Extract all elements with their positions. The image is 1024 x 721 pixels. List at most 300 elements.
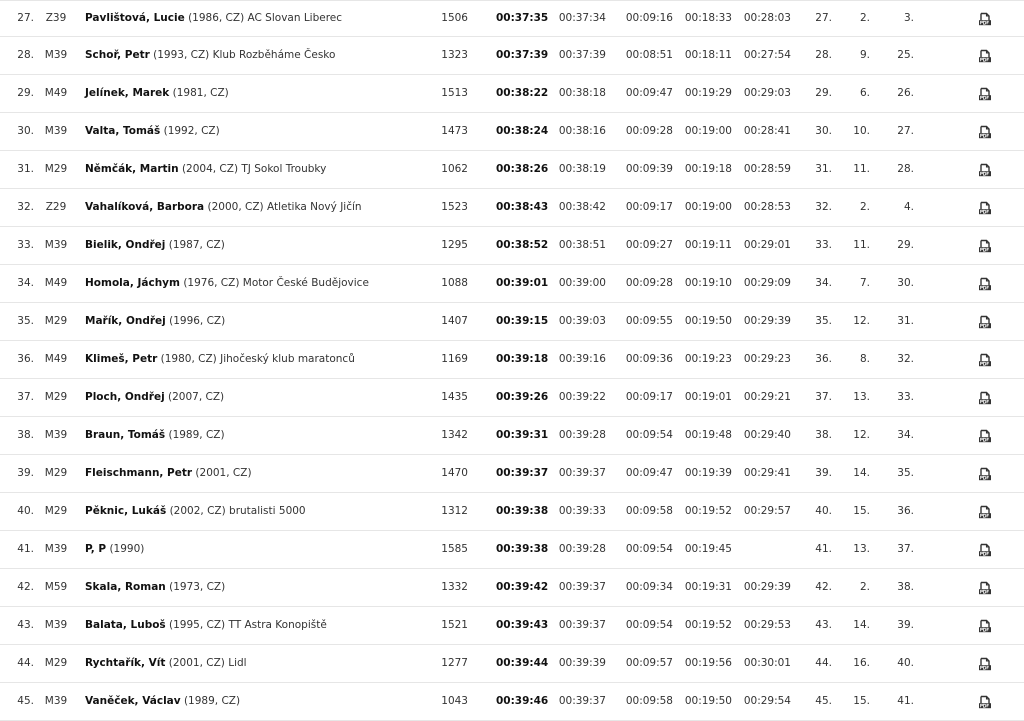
overall-place: 32. [815, 201, 832, 213]
net-time: 00:38:18 [558, 87, 606, 99]
table-row [0, 151, 1024, 189]
bib-number: 1312 [441, 505, 468, 517]
runner-name[interactable]: Jelínek, Marek [85, 87, 170, 99]
pdf-icon [978, 581, 992, 595]
official-time: 00:39:38 [496, 505, 549, 517]
runner-name[interactable]: Valta, Tomáš [85, 125, 161, 137]
rank: 29. [17, 87, 34, 99]
rank: 42. [17, 581, 34, 593]
split-3: 00:27:54 [743, 49, 791, 61]
rank: 28. [17, 49, 34, 61]
split-3: 00:29:03 [743, 87, 791, 99]
split-2: 00:19:50 [684, 315, 732, 327]
category-place: 14. [853, 467, 870, 479]
pdf-icon [978, 12, 992, 26]
overall-place: 28. [815, 49, 832, 61]
official-time: 00:39:01 [496, 277, 549, 289]
bib-number: 1585 [441, 543, 468, 555]
pdf-certificate-button[interactable] [978, 657, 992, 671]
official-time: 00:39:42 [496, 581, 549, 593]
category-place: 2. [859, 12, 870, 24]
split-3: 00:29:53 [743, 619, 791, 631]
rank: 45. [17, 695, 34, 707]
category-place: 9. [859, 49, 870, 61]
overall-place: 45. [815, 695, 832, 707]
gender-place: 38. [897, 581, 914, 593]
category: M49 [44, 87, 68, 99]
gender-place: 32. [897, 353, 914, 365]
runner-info: (1987, CZ) [168, 239, 225, 251]
runner [85, 113, 220, 150]
runner-name[interactable]: Schoř, Petr [85, 49, 150, 61]
runner-name[interactable]: Balata, Luboš [85, 619, 166, 631]
net-time: 00:39:03 [558, 315, 606, 327]
table-row [0, 683, 1024, 721]
bib-number: 1323 [441, 49, 468, 61]
table-row [0, 113, 1024, 151]
split-3: 00:29:21 [743, 391, 791, 403]
runner-info: (1995, CZ) TT Astra Konopiště [169, 619, 327, 631]
gender-place: 26. [897, 87, 914, 99]
category-place: 2. [859, 201, 870, 213]
category-place: 13. [853, 391, 870, 403]
category: Z39 [45, 12, 67, 24]
split-3: 00:29:39 [743, 315, 791, 327]
category-place: 14. [853, 619, 870, 631]
pdf-icon [978, 391, 992, 405]
pdf-icon [978, 505, 992, 519]
pdf-icon [978, 87, 992, 101]
rank: 36. [17, 353, 34, 365]
table-row [0, 341, 1024, 379]
official-time: 00:38:22 [496, 87, 549, 99]
split-2: 00:19:52 [684, 505, 732, 517]
split-2: 00:19:23 [684, 353, 732, 365]
pdf-certificate-button[interactable] [978, 429, 992, 443]
pdf-certificate-button[interactable] [978, 163, 992, 177]
table-row [0, 379, 1024, 417]
split-3: 00:29:41 [743, 467, 791, 479]
pdf-icon [978, 201, 992, 215]
runner-name[interactable]: Mařík, Ondřej [85, 315, 166, 327]
runner [85, 645, 247, 682]
gender-place: 29. [897, 239, 914, 251]
runner-name[interactable]: Pěknic, Lukáš [85, 505, 167, 517]
category-place: 15. [853, 695, 870, 707]
runner-info: (1996, CZ) [169, 315, 226, 327]
net-time: 00:39:37 [558, 581, 606, 593]
net-time: 00:39:37 [558, 695, 606, 707]
official-time: 00:38:26 [496, 163, 549, 175]
runner-name[interactable]: Vahalíková, Barbora [85, 201, 205, 213]
official-time: 00:39:43 [496, 619, 549, 631]
runner [85, 227, 225, 264]
table-row [0, 227, 1024, 265]
pdf-certificate-button[interactable] [978, 125, 992, 139]
net-time: 00:39:37 [558, 619, 606, 631]
pdf-icon [978, 315, 992, 329]
category: M49 [44, 277, 68, 289]
rank: 34. [17, 277, 34, 289]
category: M39 [44, 543, 68, 555]
pdf-certificate-button[interactable] [978, 543, 992, 557]
runner-info: (2001, CZ) Lidl [168, 657, 247, 669]
net-time: 00:39:16 [558, 353, 606, 365]
rank: 43. [17, 619, 34, 631]
runner-name[interactable]: Pavlištová, Lucie [85, 12, 185, 24]
net-time: 00:39:37 [558, 467, 606, 479]
runner-name[interactable]: Braun, Tomáš [85, 429, 166, 441]
overall-place: 37. [815, 391, 832, 403]
official-time: 00:39:26 [496, 391, 549, 403]
bib-number: 1332 [441, 581, 468, 593]
category: M39 [44, 125, 68, 137]
pdf-icon [978, 657, 992, 671]
official-time: 00:39:37 [496, 467, 549, 479]
net-time: 00:37:34 [558, 12, 606, 24]
category: M39 [44, 695, 68, 707]
split-2: 00:19:00 [684, 125, 732, 137]
category-place: 15. [853, 505, 870, 517]
rank: 40. [17, 505, 34, 517]
overall-place: 43. [815, 619, 832, 631]
rank: 32. [17, 201, 34, 213]
pdf-certificate-button[interactable] [978, 695, 992, 709]
category-place: 12. [853, 315, 870, 327]
gender-place: 25. [897, 49, 914, 61]
runner-name[interactable]: Fleischmann, Petr [85, 467, 193, 479]
category: M29 [44, 467, 68, 479]
bib-number: 1435 [441, 391, 468, 403]
gender-place: 39. [897, 619, 914, 631]
runner [85, 75, 229, 112]
gender-place: 34. [897, 429, 914, 441]
runner [85, 265, 369, 302]
split-1: 00:09:47 [625, 87, 673, 99]
official-time: 00:39:15 [496, 315, 549, 327]
table-row [0, 531, 1024, 569]
split-2: 00:19:52 [684, 619, 732, 631]
rank: 35. [17, 315, 34, 327]
pdf-icon [978, 353, 992, 367]
split-1: 00:09:58 [625, 505, 673, 517]
split-3: 00:29:23 [743, 353, 791, 365]
split-1: 00:09:57 [625, 657, 673, 669]
rank: 27. [17, 12, 34, 24]
pdf-certificate-button[interactable] [978, 505, 992, 519]
runner-name[interactable]: Skala, Roman [85, 581, 166, 593]
overall-place: 31. [815, 163, 832, 175]
gender-place: 31. [897, 315, 914, 327]
split-2: 00:19:11 [684, 239, 732, 251]
runner-name[interactable]: Vaněček, Václav [85, 695, 181, 707]
runner-name[interactable]: Rychtařík, Vít [85, 657, 166, 669]
split-1: 00:09:16 [625, 12, 673, 24]
split-1: 00:09:34 [625, 581, 673, 593]
runner [85, 1, 342, 36]
split-2: 00:19:18 [684, 163, 732, 175]
pdf-certificate-button[interactable] [978, 619, 992, 633]
net-time: 00:39:22 [558, 391, 606, 403]
runner [85, 569, 225, 606]
pdf-icon [978, 277, 992, 291]
gender-place: 30. [897, 277, 914, 289]
split-1: 00:09:39 [625, 163, 673, 175]
rank: 38. [17, 429, 34, 441]
runner [85, 379, 224, 416]
split-2: 00:19:45 [684, 543, 732, 555]
bib-number: 1062 [441, 163, 468, 175]
gender-place: 33. [897, 391, 914, 403]
gender-place: 28. [897, 163, 914, 175]
category: M29 [44, 315, 68, 327]
pdf-icon [978, 543, 992, 557]
runner [85, 683, 240, 720]
category-place: 16. [853, 657, 870, 669]
table-row [0, 569, 1024, 607]
pdf-certificate-button[interactable] [978, 49, 992, 63]
pdf-icon [978, 125, 992, 139]
split-2: 00:19:48 [684, 429, 732, 441]
net-time: 00:39:39 [558, 657, 606, 669]
official-time: 00:39:18 [496, 353, 549, 365]
runner [85, 493, 306, 530]
category: M39 [44, 619, 68, 631]
split-3: 00:29:54 [743, 695, 791, 707]
split-3: 00:28:03 [743, 12, 791, 24]
category: M49 [44, 353, 68, 365]
official-time: 00:38:52 [496, 239, 549, 251]
runner [85, 531, 144, 568]
category: M39 [44, 49, 68, 61]
runner-info: (1989, CZ) [183, 695, 241, 707]
pdf-certificate-button[interactable] [978, 467, 992, 481]
bib-number: 1407 [441, 315, 468, 327]
table-row [0, 0, 1024, 37]
pdf-icon [978, 619, 992, 633]
overall-place: 30. [815, 125, 832, 137]
official-time: 00:39:31 [496, 429, 549, 441]
pdf-certificate-button[interactable] [978, 239, 992, 253]
pdf-icon [978, 49, 992, 63]
pdf-certificate-button[interactable] [978, 12, 992, 26]
bib-number: 1295 [441, 239, 468, 251]
runner-info: (2004, CZ) TJ Sokol Troubky [181, 163, 327, 175]
rank: 30. [17, 125, 34, 137]
split-3: 00:29:09 [743, 277, 791, 289]
split-2: 00:19:10 [684, 277, 732, 289]
runner [85, 341, 355, 378]
runner [85, 303, 225, 340]
runner-name[interactable]: Homola, Jáchym [85, 277, 180, 289]
overall-place: 41. [815, 543, 832, 555]
category-place: 11. [853, 163, 870, 175]
runner-name[interactable]: Ploch, Ondřej [85, 391, 165, 403]
bib-number: 1088 [441, 277, 468, 289]
split-2: 00:19:00 [684, 201, 732, 213]
gender-place: 37. [897, 543, 914, 555]
category-place: 8. [859, 353, 870, 365]
bib-number: 1523 [441, 201, 468, 213]
official-time: 00:39:46 [496, 695, 549, 707]
category-place: 10. [853, 125, 870, 137]
runner [85, 37, 335, 74]
pdf-certificate-button[interactable] [978, 201, 992, 215]
category-place: 2. [859, 581, 870, 593]
split-3: 00:29:40 [743, 429, 791, 441]
bib-number: 1043 [441, 695, 468, 707]
net-time: 00:38:51 [558, 239, 606, 251]
net-time: 00:39:33 [558, 505, 606, 517]
runner-info: (2000, CZ) Atletika Nový Jičín [207, 201, 362, 213]
category: M39 [44, 429, 68, 441]
pdf-certificate-button[interactable] [978, 87, 992, 101]
runner-info: (1973, CZ) [169, 581, 226, 593]
split-1: 00:09:54 [625, 429, 673, 441]
split-2: 00:19:56 [684, 657, 732, 669]
net-time: 00:38:42 [558, 201, 606, 213]
rank: 37. [17, 391, 34, 403]
split-1: 00:08:51 [625, 49, 673, 61]
runner-name[interactable]: Klimeš, Petr [85, 353, 158, 365]
rank: 39. [17, 467, 34, 479]
split-1: 00:09:17 [625, 391, 673, 403]
pdf-icon [978, 695, 992, 709]
official-time: 00:39:44 [496, 657, 549, 669]
runner-info: (1986, CZ) AC Slovan Liberec [188, 12, 343, 24]
split-1: 00:09:28 [625, 125, 673, 137]
overall-place: 33. [815, 239, 832, 251]
official-time: 00:37:39 [496, 49, 549, 61]
table-row [0, 493, 1024, 531]
split-1: 00:09:54 [625, 543, 673, 555]
split-3: 00:29:39 [743, 581, 791, 593]
overall-place: 44. [815, 657, 832, 669]
split-1: 00:09:17 [625, 201, 673, 213]
runner-info: (1993, CZ) Klub Rozběháme Česko [153, 49, 336, 61]
split-3: 00:28:53 [743, 201, 791, 213]
official-time: 00:39:38 [496, 543, 549, 555]
rank: 33. [17, 239, 34, 251]
split-3: 00:29:57 [743, 505, 791, 517]
overall-place: 42. [815, 581, 832, 593]
table-row [0, 417, 1024, 455]
runner-name[interactable]: P, P [85, 543, 107, 555]
official-time: 00:37:35 [496, 12, 549, 24]
table-row [0, 645, 1024, 683]
pdf-certificate-button[interactable] [978, 391, 992, 405]
overall-place: 29. [815, 87, 832, 99]
runner [85, 455, 252, 492]
split-2: 00:18:11 [684, 49, 732, 61]
gender-place: 27. [897, 125, 914, 137]
split-3: 00:28:41 [743, 125, 791, 137]
net-time: 00:39:00 [558, 277, 606, 289]
pdf-icon [978, 239, 992, 253]
rank: 41. [17, 543, 34, 555]
gender-place: 36. [897, 505, 914, 517]
bib-number: 1521 [441, 619, 468, 631]
table-row [0, 607, 1024, 645]
split-3: 00:28:59 [743, 163, 791, 175]
pdf-certificate-button[interactable] [978, 277, 992, 291]
table-row [0, 303, 1024, 341]
pdf-certificate-button[interactable] [978, 315, 992, 329]
runner-info: (1990) [109, 543, 145, 555]
net-time: 00:38:16 [558, 125, 606, 137]
runner-name[interactable]: Němčák, Martin [85, 163, 179, 175]
category-place: 11. [853, 239, 870, 251]
split-1: 00:09:47 [625, 467, 673, 479]
split-1: 00:09:27 [625, 239, 673, 251]
split-3: 00:29:01 [743, 239, 791, 251]
pdf-icon [978, 429, 992, 443]
bib-number: 1506 [441, 12, 468, 24]
official-time: 00:38:24 [496, 125, 549, 137]
runner [85, 189, 362, 226]
split-1: 00:09:36 [625, 353, 673, 365]
split-2: 00:19:50 [684, 695, 732, 707]
runner-info: (1992, CZ) [163, 125, 220, 137]
runner-info: (2001, CZ) [195, 467, 252, 479]
runner-info: (2007, CZ) [168, 391, 225, 403]
overall-place: 27. [815, 12, 832, 24]
split-2: 00:19:01 [684, 391, 732, 403]
pdf-certificate-button[interactable] [978, 353, 992, 367]
split-1: 00:09:58 [625, 695, 673, 707]
pdf-certificate-button[interactable] [978, 581, 992, 595]
runner-info: (1976, CZ) Motor České Budějovice [183, 277, 369, 289]
runner-info: (1981, CZ) [172, 87, 229, 99]
category: M39 [44, 239, 68, 251]
category: M59 [44, 581, 68, 593]
runner-name[interactable]: Bielik, Ondřej [85, 239, 166, 251]
official-time: 00:38:43 [496, 201, 549, 213]
gender-place: 35. [897, 467, 914, 479]
net-time: 00:37:39 [558, 49, 606, 61]
net-time: 00:39:28 [558, 543, 606, 555]
pdf-icon [978, 467, 992, 481]
category-place: 12. [853, 429, 870, 441]
table-row [0, 37, 1024, 75]
split-1: 00:09:28 [625, 277, 673, 289]
category: Z29 [45, 201, 67, 213]
gender-place: 4. [903, 201, 914, 213]
overall-place: 34. [815, 277, 832, 289]
rank: 31. [17, 163, 34, 175]
runner-info: (2002, CZ) brutalisti 5000 [169, 505, 306, 517]
bib-number: 1342 [441, 429, 468, 441]
split-3: 00:30:01 [743, 657, 791, 669]
gender-place: 40. [897, 657, 914, 669]
rank: 44. [17, 657, 34, 669]
category-place: 13. [853, 543, 870, 555]
overall-place: 36. [815, 353, 832, 365]
bib-number: 1169 [441, 353, 468, 365]
table-row [0, 455, 1024, 493]
split-1: 00:09:54 [625, 619, 673, 631]
bib-number: 1513 [441, 87, 468, 99]
overall-place: 39. [815, 467, 832, 479]
gender-place: 3. [903, 12, 914, 24]
category-place: 7. [859, 277, 870, 289]
split-2: 00:18:33 [684, 12, 732, 24]
bib-number: 1470 [441, 467, 468, 479]
category: M29 [44, 163, 68, 175]
runner [85, 607, 327, 644]
overall-place: 40. [815, 505, 832, 517]
split-2: 00:19:31 [684, 581, 732, 593]
